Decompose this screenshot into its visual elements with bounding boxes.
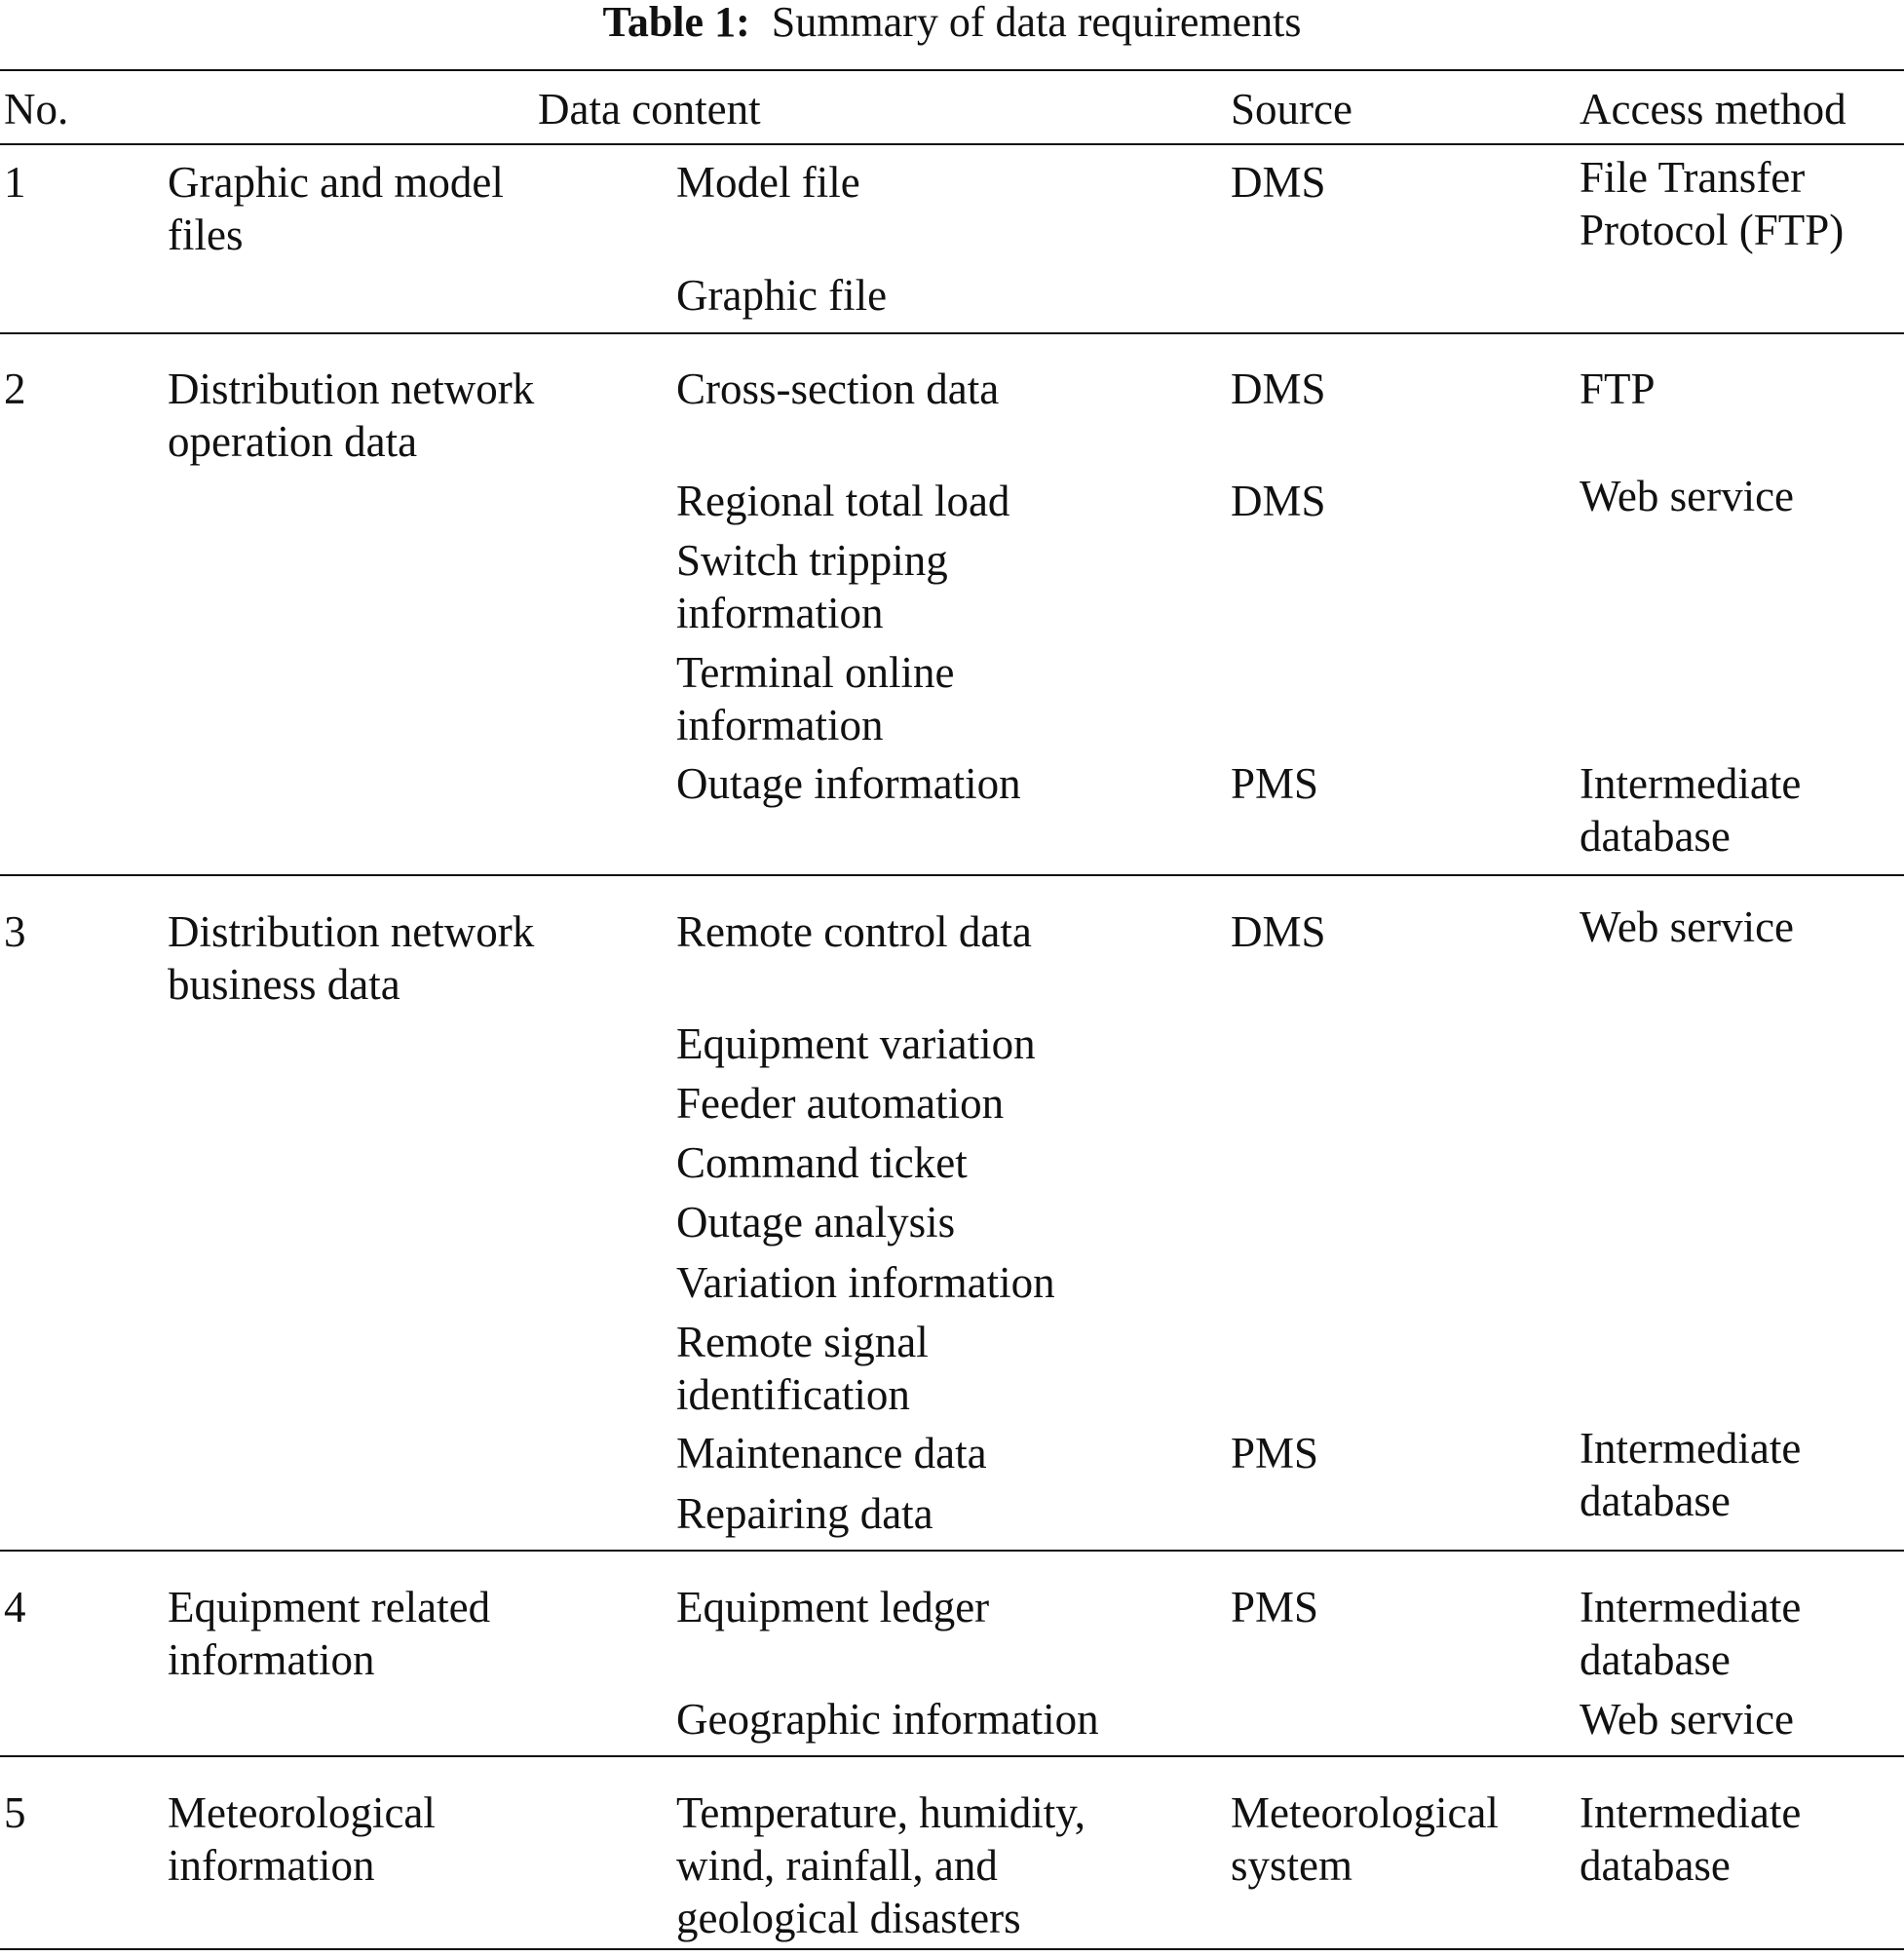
row-3-access-2: Intermediate database [1580, 1424, 1802, 1525]
row-4-category: Equipment related information [168, 1583, 491, 1684]
row-3-item-8: Maintenance data [676, 1429, 987, 1477]
row-2-item-4: Terminal online information [676, 648, 955, 749]
table-top-rule [0, 69, 1904, 71]
header-no: No. [4, 85, 69, 134]
header-source: Source [1231, 85, 1352, 134]
row-2-access-3: Intermediate database [1580, 759, 1802, 861]
table-caption [0, 0, 1904, 45]
row-2-access-1: FTP [1580, 365, 1656, 413]
header-access-method: Access method [1580, 85, 1847, 134]
row-3-item-4: Command ticket [676, 1138, 968, 1187]
row-2-no: 2 [4, 365, 26, 413]
row-4-item-2: Geographic information [676, 1695, 1099, 1744]
row-3-no: 3 [4, 907, 26, 956]
row-5-category: Meteorological information [168, 1788, 436, 1890]
row-1-item-2: Graphic file [676, 271, 888, 320]
row-3-item-2: Equipment variation [676, 1019, 1036, 1068]
table-caption-label: Table 1: [602, 0, 750, 46]
table-caption-text: Summary of data requirements [771, 0, 1302, 46]
row-4-source-1: PMS [1231, 1583, 1319, 1631]
row-4-access-2: Web service [1580, 1695, 1795, 1744]
row-2-item-5: Outage information [676, 759, 1021, 808]
row-3-access-1: Web service [1580, 902, 1795, 951]
row-3-item-1: Remote control data [676, 907, 1032, 956]
row-3-source-2: PMS [1231, 1429, 1319, 1477]
group-rule-2 [0, 874, 1904, 876]
row-3-item-9: Repairing data [676, 1489, 933, 1538]
group-rule-3 [0, 1550, 1904, 1552]
header-data-content: Data content [538, 85, 761, 134]
row-3-item-6: Variation information [676, 1258, 1055, 1307]
header-rule [0, 143, 1904, 145]
row-2-item-1: Cross-section data [676, 365, 1000, 413]
row-1-category: Graphic and model files [168, 158, 504, 259]
row-5-no: 5 [4, 1788, 26, 1837]
row-4-no: 4 [4, 1583, 26, 1631]
group-rule-1 [0, 332, 1904, 334]
row-3-item-7: Remote signal identification [676, 1318, 929, 1419]
row-1-no: 1 [4, 158, 26, 207]
row-5-item-1: Temperature, humidity, wind, rainfall, and geological disasters [676, 1788, 1086, 1942]
row-1-source-1: DMS [1231, 158, 1326, 207]
row-3-category: Distribution network business data [168, 907, 535, 1009]
row-2-item-3: Switch tripping information [676, 536, 948, 637]
row-1-access-1: File Transfer Protocol (FTP) [1580, 153, 1845, 254]
row-2-item-2: Regional total load [676, 477, 1010, 525]
row-3-source-1: DMS [1231, 907, 1326, 956]
row-2-category: Distribution network operation data [168, 365, 535, 466]
row-4-item-1: Equipment ledger [676, 1583, 990, 1631]
table-bottom-rule [0, 1948, 1904, 1950]
group-rule-4 [0, 1755, 1904, 1757]
row-5-source-1: Meteorological system [1231, 1788, 1499, 1890]
row-1-item-1: Model file [676, 158, 860, 207]
row-3-item-3: Feeder automation [676, 1079, 1005, 1128]
row-5-access-1: Intermediate database [1580, 1788, 1802, 1890]
row-2-access-2: Web service [1580, 472, 1795, 520]
row-2-source-1: DMS [1231, 365, 1326, 413]
row-4-access-1: Intermediate database [1580, 1583, 1802, 1684]
row-2-source-2: DMS [1231, 477, 1326, 525]
row-3-item-5: Outage analysis [676, 1198, 956, 1247]
row-2-source-3: PMS [1231, 759, 1319, 808]
